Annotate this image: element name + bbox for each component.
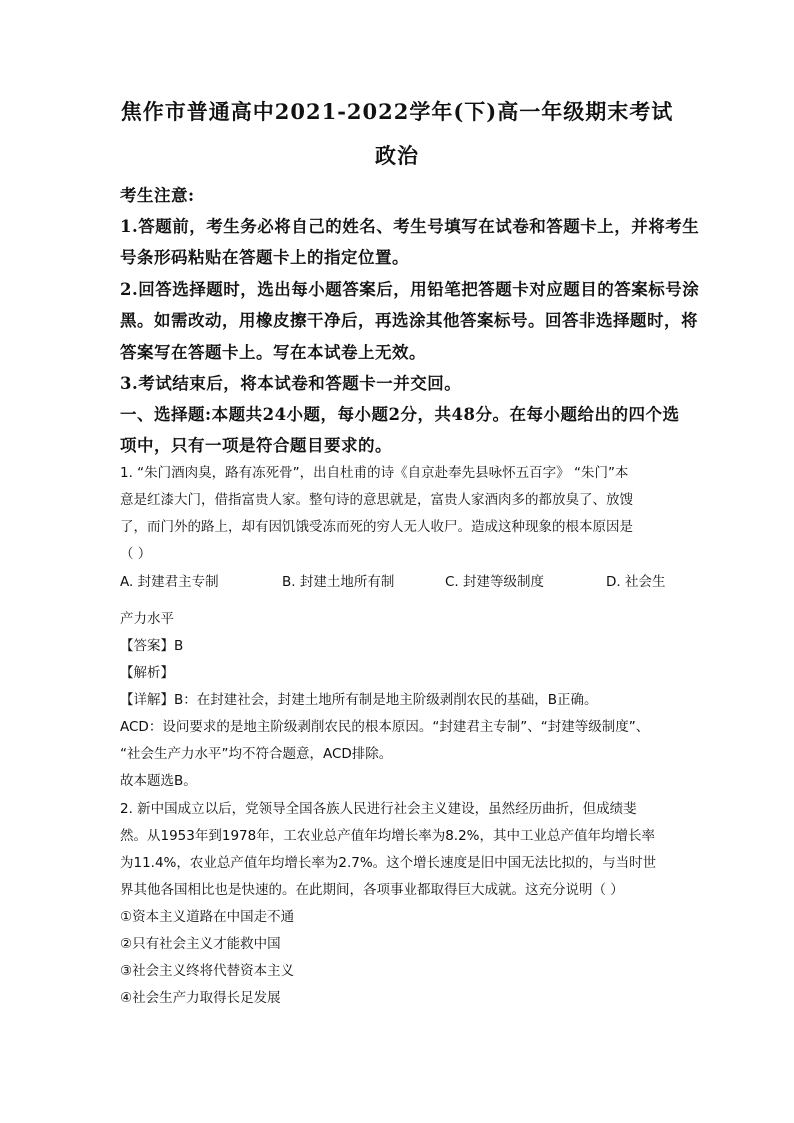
notice-line-6: 3.考试结束后，将本试卷和答题卡一并交回。 — [120, 374, 462, 393]
q1-option-b: B. 封建土地所有制 — [282, 574, 395, 590]
q1-acd-line-1: ACD：设问要求的是地主阶级剥削农民的根本原因。“封建君主专制”、“封建等级制度”、 — [120, 719, 650, 735]
notice-line-2: 号条形码粘贴在答题卡上的指定位置。 — [120, 248, 409, 267]
notice-heading: 考生注意: — [120, 186, 195, 205]
q2-item-1: ①资本主义道路在中国走不通 — [120, 909, 295, 925]
notice-line-3: 2.回答选择题时，选出每小题答案后，用铅笔把答题卡对应题目的答案标号涂 — [120, 280, 700, 299]
q1-option-d-cont: 产力水平 — [120, 611, 174, 627]
q1-stem-line-3: 了，而门外的路上，却有因饥饿受冻而死的穷人无人收尸。造成这种现象的根本原因是 — [120, 519, 633, 535]
notice-line-1: 1.答题前，考生务必将自己的姓名、考生号填写在试卷和答题卡上，并将考生 — [120, 217, 700, 236]
notice-line-4: 黑。如需改动，用橡皮擦干净后，再选涂其他答案标号。回答非选择题时，将 — [120, 311, 698, 330]
q2-stem-line-2: 然。从1953年到1978年，工农业总产值年均增长率为8.2%，其中工业总产值年均增长率 — [120, 828, 656, 844]
q1-answer: 【答案】B — [120, 638, 184, 654]
q1-option-a: A. 封建君主专制 — [120, 574, 219, 590]
section-heading-line-1: 一、选择题:本题共24小题，每小题2分，共48分。在每小题给出的四个选 — [120, 405, 680, 424]
section-heading-line-2: 项中，只有一项是符合题目要求的。 — [120, 436, 392, 455]
q1-stem-blank: （ ） — [120, 546, 152, 562]
exam-subject: 政治 — [375, 143, 419, 168]
q1-option-d: D. 社会生 — [606, 574, 666, 590]
q1-stem-line-1: 1. “朱门酒肉臭，路有冻死骨”，出自杜甫的诗《自京赴奉先县咏怀五百字》 “朱门”本 — [120, 465, 629, 481]
q1-conclusion: 故本题选B。 — [120, 773, 197, 789]
q1-analysis-heading: 【解析】 — [120, 665, 174, 681]
q2-stem-line-3: 为11.4%，农业总产值年均增长率为2.7%。这个增长速度是旧中国无法比拟的，与当时世 — [120, 855, 657, 871]
q1-stem-line-2: 意是红漆大门，借指富贵人家。整句诗的意思就是，富贵人家酒肉多的都放臭了、放馊 — [120, 492, 633, 508]
q1-option-c: C. 封建等级制度 — [445, 574, 545, 590]
q2-stem-line-4: 界其他各国相比也是快速的。在此期间，各项事业都取得巨大成就。这充分说明（ ） — [120, 882, 624, 898]
q1-acd-line-2: “社会生产力水平”均不符合题意，ACD排除。 — [120, 746, 393, 762]
notice-line-5: 答案写在答题卡上。写在本试卷上无效。 — [120, 343, 426, 362]
exam-title: 焦作市普通高中2021-2022学年(下)高一年级期末考试 — [120, 99, 674, 124]
q2-item-2: ②只有社会主义才能救中国 — [120, 936, 281, 952]
q2-item-3: ③社会主义终将代替资本主义 — [120, 963, 295, 979]
q2-stem-line-1: 2. 新中国成立以后，党领导全国各族人民进行社会主义建设，虽然经历曲折，但成绩斐 — [120, 801, 637, 817]
q2-item-4: ④社会生产力取得长足发展 — [120, 990, 281, 1006]
q1-detail: 【详解】B：在封建社会，封建土地所有制是地主阶级剥削农民的基础，B正确。 — [120, 692, 598, 708]
